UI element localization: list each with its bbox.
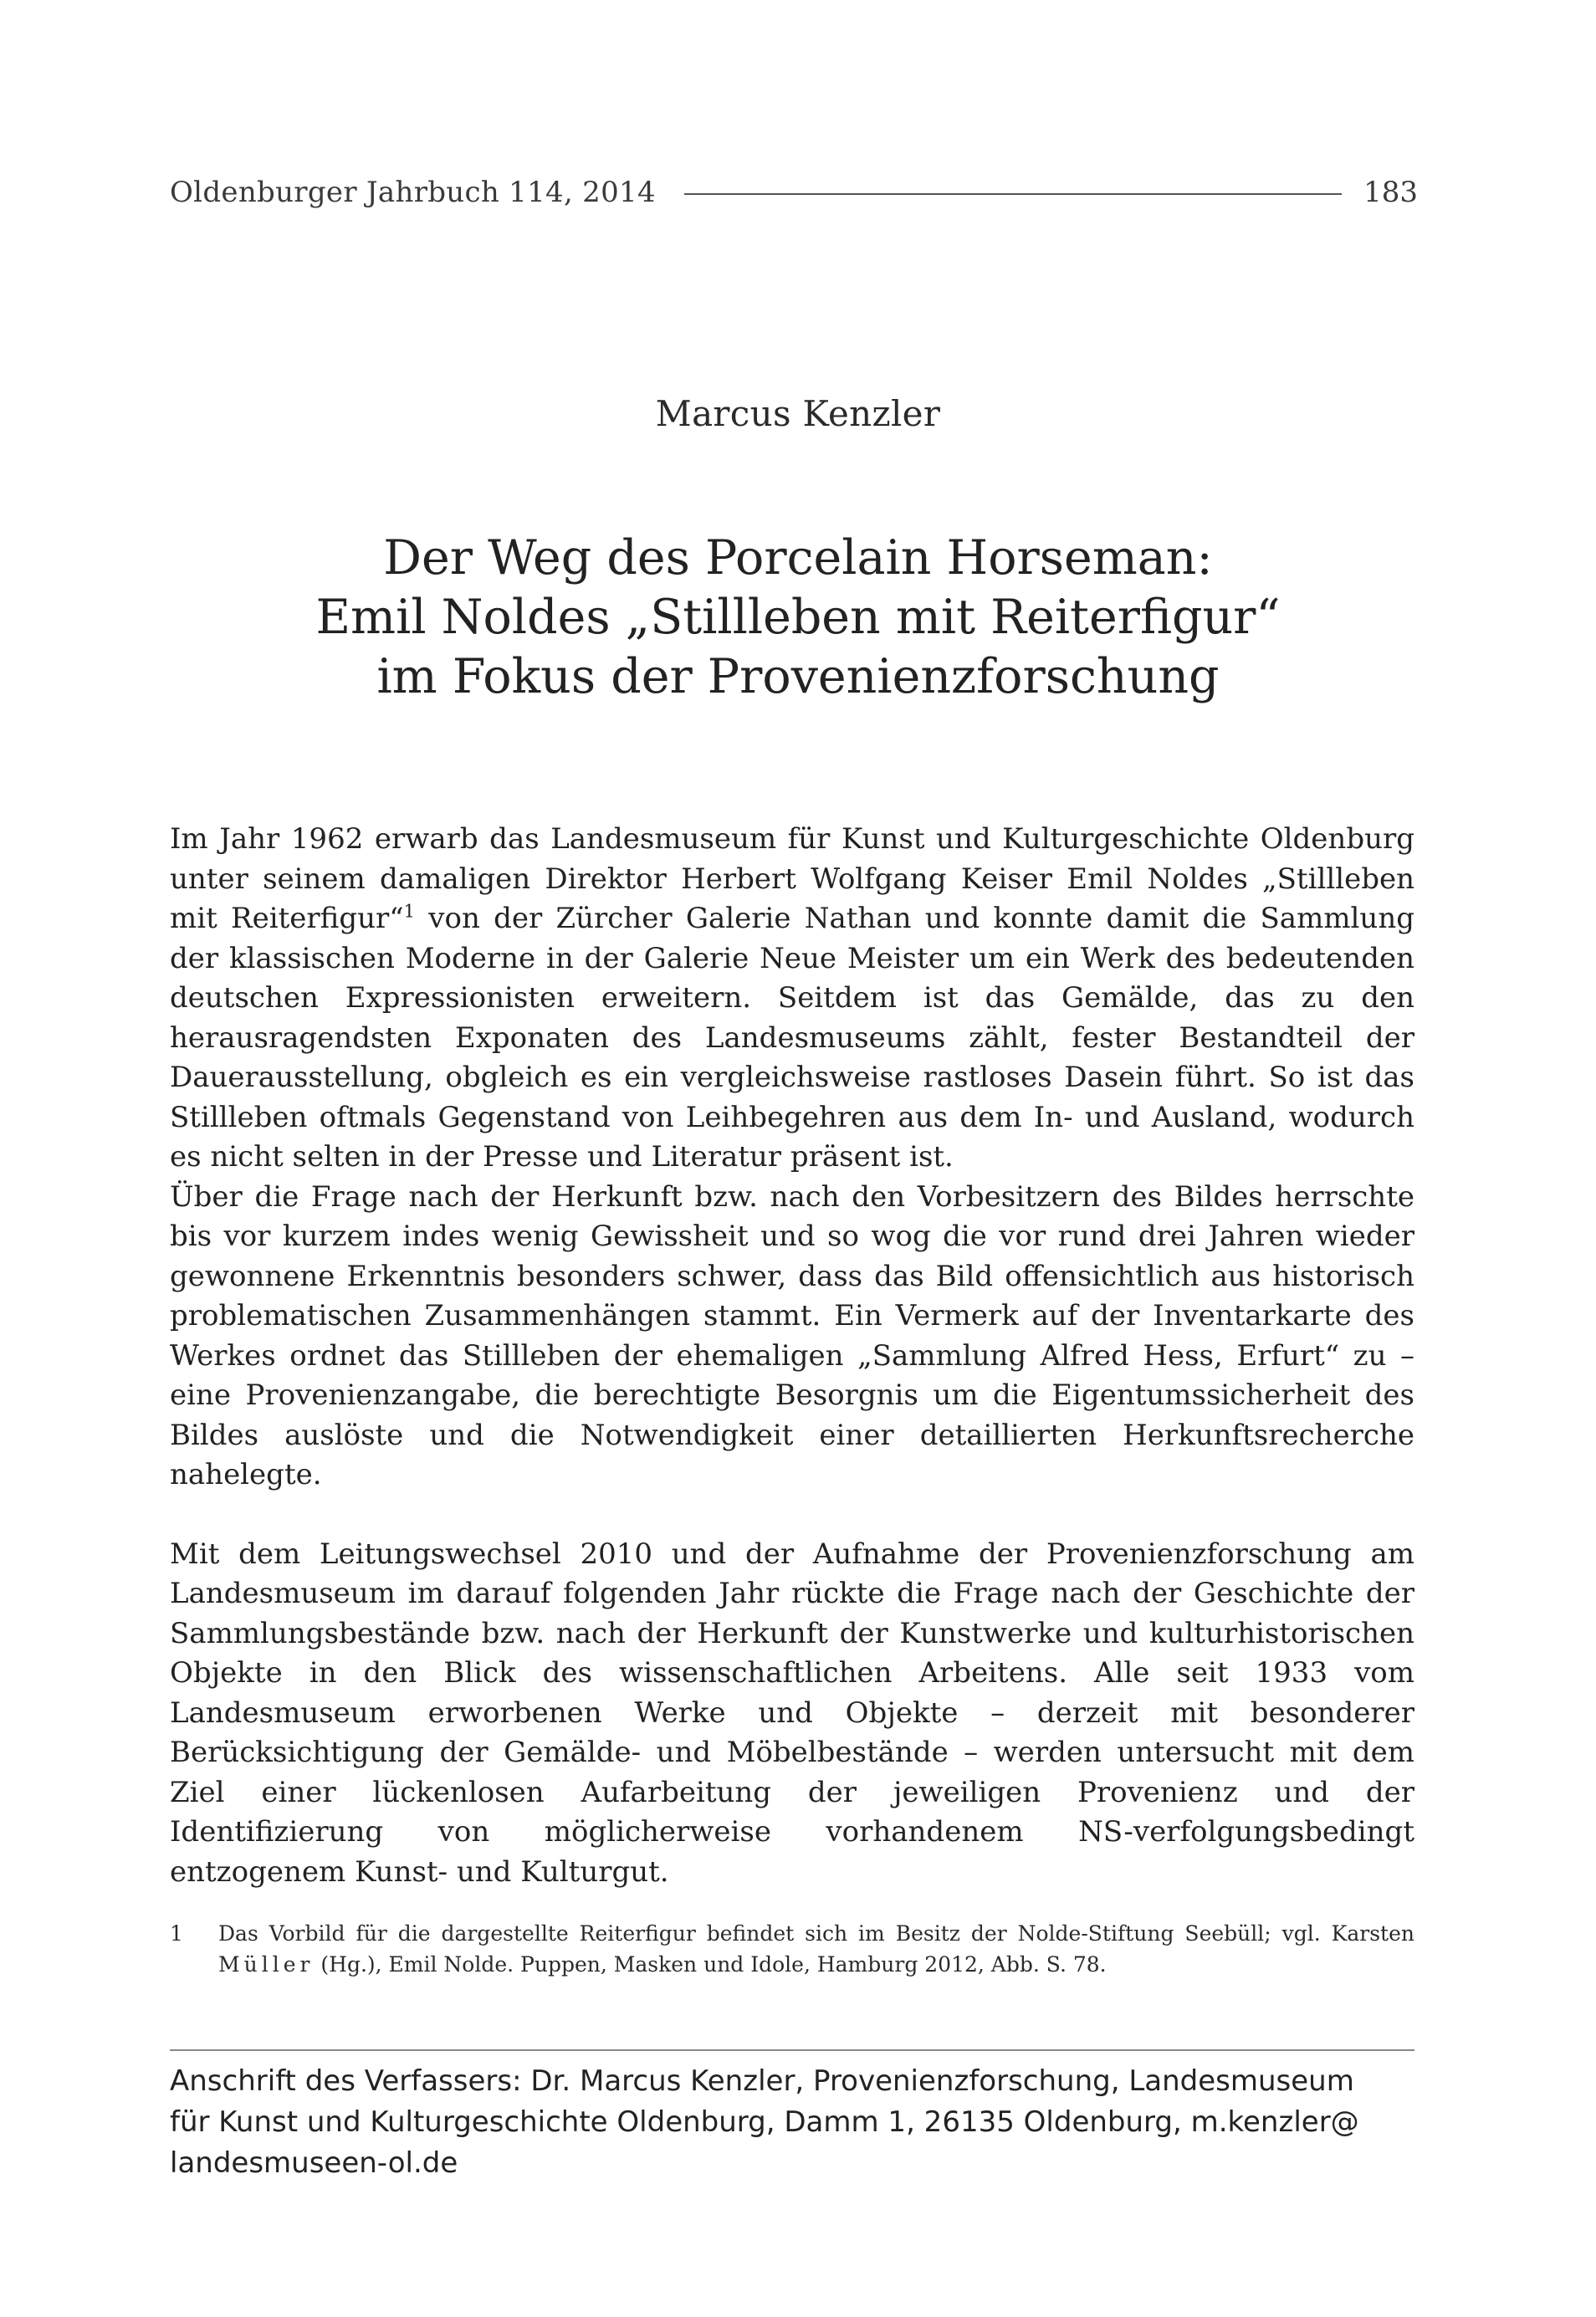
address-line: für Kunst und Kulturgeschichte Oldenburg, Damm 1, 26135 Oldenburg, m.kenzler@: [170, 2105, 1359, 2139]
address-line: Anschrift des Verfassers: Dr. Marcus Kenzler, Provenienzforschung, Landesmuseum: [170, 2064, 1354, 2098]
paragraph-provenance-question: Über die Frage nach der Herkunft bzw. nach den Vorbesitzern des Bildes herrschte bis vor kurzem indes wenig Gewissheit und so wog die vor rund drei Jahren wieder gewonnene Erkenntnis besonders schwer, dass das Bild offensichtlich aus historisch problematischen Zusammenhängen stammt. Ein Vermerk auf der Inventarkarte des Werkes ordnet das Stillleben der ehemaligen „Sammlung Alfred Hess, Erfurt“ zu – eine Provenienzangabe, die berechtigte Besorgnis um die Eigentumssicherheit des Bildes auslöste und die Notwendigkeit einer detaillierten Herkunftsrecherche nahelegte.: [170, 1179, 1414, 1491]
page-number: 183: [1363, 176, 1418, 209]
paragraph-intro-continued: von der Zürcher Galerie Nathan und konnte damit die Sammlung der klassischen Moderne in der Galerie Neue Meister um ein Werk des bedeutenden deutschen Expressionisten erweitern. Seitdem ist das Gemälde, das zu den herausragendsten Exponaten des Landesmuseums zählt, fester Bestandteil der Dauerausstellung, obgleich es ein vergleichsweise rastloses Dasein führt. So ist das Stillleben oftmals Gegenstand von Leihbegehren aus dem In- und Ausland, wodurch es nicht selten in der Presse und Literatur präsent ist.: [170, 902, 1414, 1174]
article-body: [170, 820, 1414, 1892]
title-line: Der Weg des Porcelain Horseman:: [383, 530, 1213, 586]
footnote-number: 1: [170, 1921, 183, 1946]
journal-title: Oldenburger Jahrbuch 114, 2014: [170, 176, 656, 209]
author-address: [170, 2061, 1414, 2184]
footnote: [170, 1918, 1414, 1980]
footnote-text-start: Das Vorbild für die dargestellte Reiterfigur befindet sich im Besitz der Nolde-Stiftung Seebüll; vgl. Karsten: [218, 1921, 1414, 1946]
paragraph-intro-text: Im Jahr 1962 erwarb das Landesmuseum für Kunst und Kulturgeschichte Oldenburg unter seinem damaligen Direktor Herbert Wolfgang Keiser Emil Noldes „Stillleben mit Reiterfigur“: [170, 822, 1414, 935]
footnote-reference: 1: [403, 901, 416, 922]
title-line: im Fokus der Provenienzforschung: [376, 649, 1220, 704]
article-title: [0, 529, 1596, 707]
running-header: [170, 171, 1418, 213]
paragraph-research: Mit dem Leitungswechsel 2010 und der Aufnahme der Provenienzforschung am Landesmuseum im darauf folgenden Jahr rückte die Frage nach der Geschichte der Sammlungsbestände bzw. nach der Herkunft der Kunstwerke und kulturhistorischen Objekte in den Blick des wissenschaftlichen Arbeitens. Alle seit 1933 vom Landesmuseum erworbenen Werke und Objekte – derzeit mit besonderer Berücksichtigung der Gemälde- und Möbelbestände – werden untersucht mit dem Ziel einer lückenlosen Aufarbeitung der jeweiligen Provenienz und der Identifizierung von möglicherweise vorhandenem NS-verfolgungsbedingt entzogenem Kunst- und Kulturgut.: [170, 1537, 1414, 1889]
address-divider: [170, 2049, 1414, 2051]
footnote-text: [218, 1918, 1414, 1980]
header-rule: [684, 193, 1342, 195]
footnote-author: Müller: [218, 1952, 315, 1977]
address-line: landesmuseen-ol.de: [170, 2146, 458, 2180]
footnote-text-end: (Hg.), Emil Nolde. Puppen, Masken und Idole, Hamburg 2012, Abb. S. 78.: [314, 1952, 1107, 1977]
article-author: Marcus Kenzler: [655, 393, 941, 434]
paragraph-intro: [170, 820, 1414, 1178]
title-line: Emil Noldes „Stillleben mit Reiterfigur“: [315, 590, 1281, 645]
